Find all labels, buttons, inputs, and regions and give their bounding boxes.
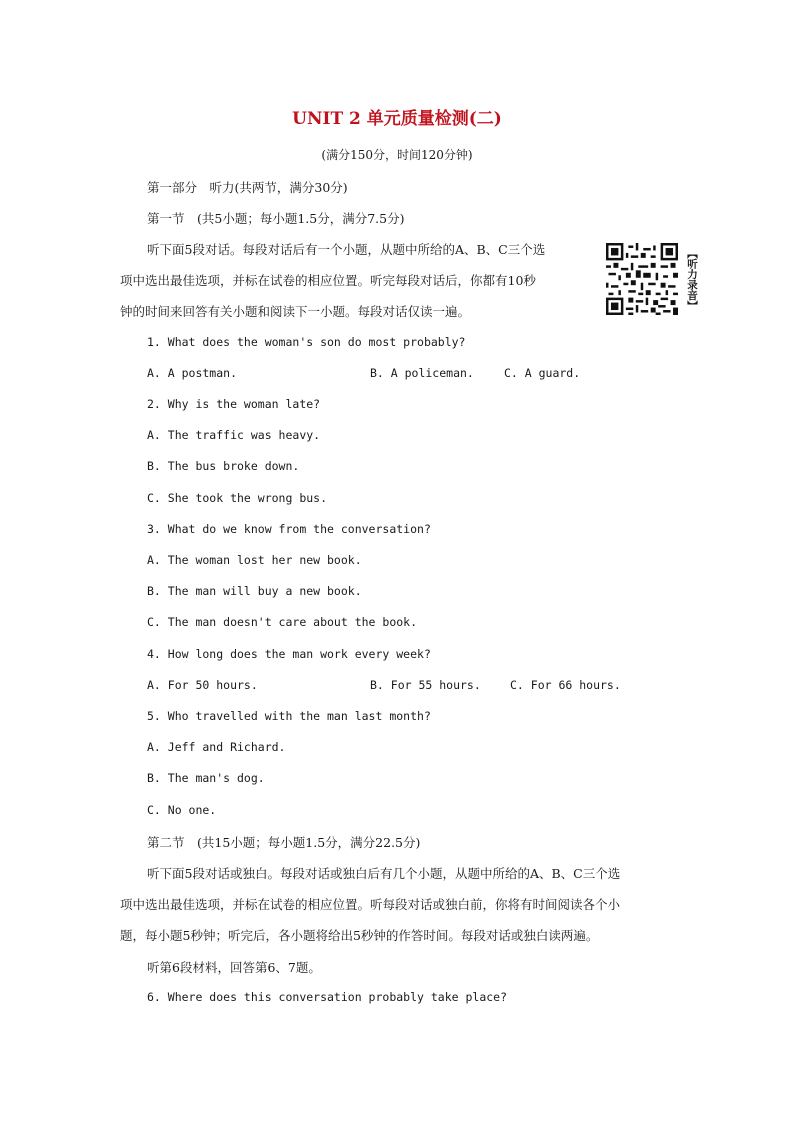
question-1-option-a: A. A postman.: [147, 366, 238, 380]
question-5-stem: 5. Who travelled with the man last month?: [147, 709, 431, 723]
section1-instructions-line3: 钟的时间来回答有关小题和阅读下一小题。每段对话仅读一遍。: [120, 304, 471, 319]
question-3-stem: 3. What do we know from the conversation?: [147, 522, 431, 536]
qr-code-icon[interactable]: [606, 243, 678, 315]
question-4-option-b: B. For 55 hours.: [370, 678, 481, 692]
question-3-option-b: B. The man will buy a new book.: [147, 584, 362, 598]
section1-heading: 第一节 (共5小题；每小题1.5分，满分7.5分): [147, 211, 405, 226]
question-4-stem: 4. How long does the man work every week?: [147, 647, 431, 661]
part1-heading: 第一部分 听力(共两节，满分30分): [147, 180, 348, 195]
question-1-stem: 1. What does the woman's son do most probably?: [147, 335, 466, 349]
question-1-option-c: C. A guard.: [504, 366, 581, 380]
material-note: 听第6段材料，回答第6、7题。: [147, 960, 321, 975]
question-2-option-c: C. She took the wrong bus.: [147, 491, 328, 505]
question-6-stem: 6. Where does this conversation probably take place?: [147, 990, 508, 1004]
section2-instructions-line2: 项中选出最佳选项，并标在试卷的相应位置。听每段对话或独白前，你将有时间阅读各个小: [120, 897, 621, 912]
section2-instructions-line1: 听下面5段对话或独白。每段对话或独白后有几个小题，从题中所给的A、B、C三个选: [147, 866, 621, 881]
section2-heading: 第二节 (共15小题；每小题1.5分，满分22.5分): [147, 835, 421, 850]
question-5-option-b: B. The man's dog.: [147, 771, 265, 785]
qr-label: 【听力录音】: [686, 247, 698, 311]
section1-instructions-line1: 听下面5段对话。每段对话后有一个小题，从题中所给的A、B、C三个选: [147, 242, 546, 257]
question-5-option-a: A. Jeff and Richard.: [147, 740, 286, 754]
section1-instructions-line2: 项中选出最佳选项，并标在试卷的相应位置。听完每段对话后，你都有10秒: [120, 273, 536, 288]
question-5-option-c: C. No one.: [147, 803, 217, 817]
page-title: UNIT 2 单元质量检测(二): [292, 109, 502, 129]
question-3-option-c: C. The man doesn't care about the book.: [147, 615, 418, 629]
question-2-option-a: A. The traffic was heavy.: [147, 428, 321, 442]
question-4-option-c: C. For 66 hours.: [510, 678, 621, 692]
section2-instructions-line3: 题，每小题5秒钟；听完后，各小题将给出5秒钟的作答时间。每段对话或独白读两遍。: [120, 928, 599, 943]
question-2-stem: 2. Why is the woman late?: [147, 397, 321, 411]
question-3-option-a: A. The woman lost her new book.: [147, 553, 362, 567]
question-4-option-a: A. For 50 hours.: [147, 678, 258, 692]
page-subtitle: (满分150分，时间120分钟): [321, 148, 473, 162]
question-2-option-b: B. The bus broke down.: [147, 459, 300, 473]
question-1-option-b: B. A policeman.: [370, 366, 474, 380]
